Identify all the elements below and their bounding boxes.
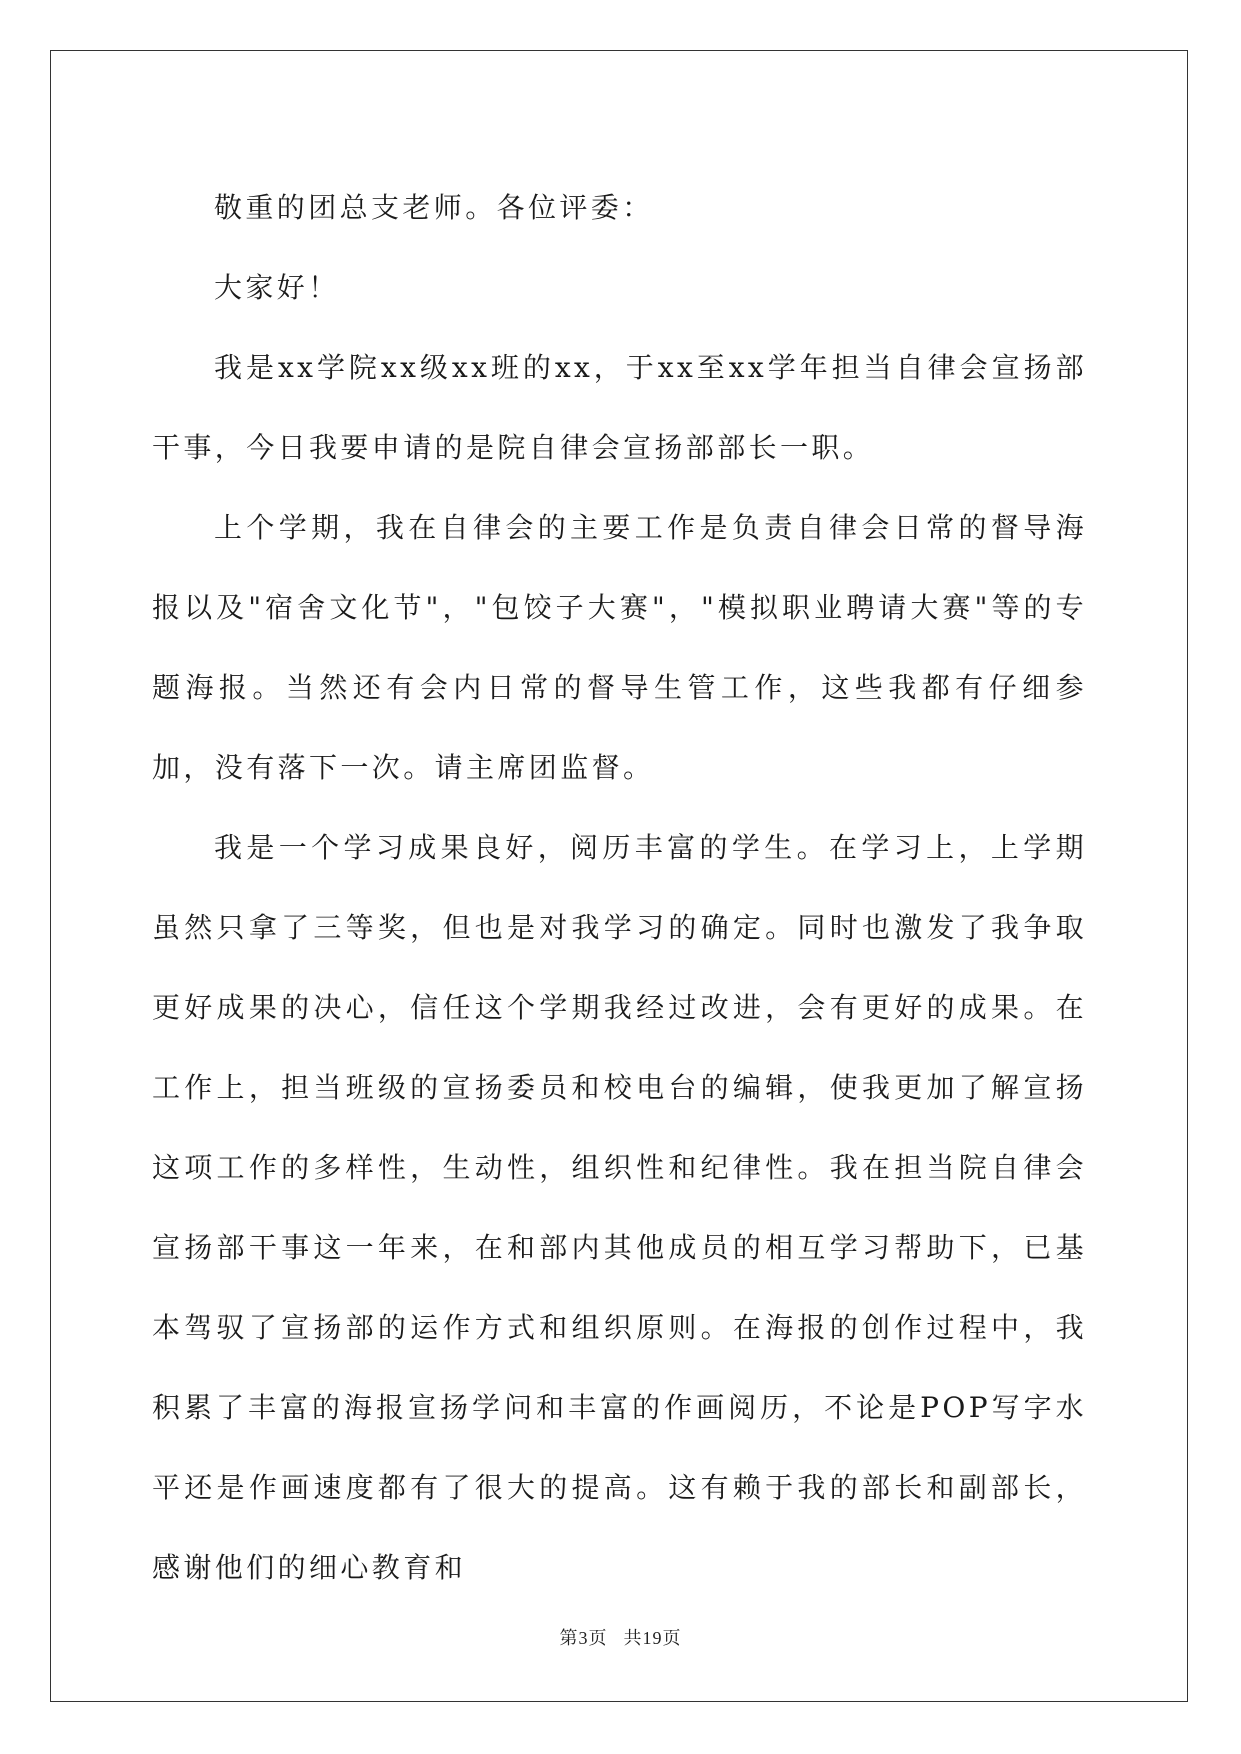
introduction-paragraph: 我是xx学院xx级xx班的xx，于xx至xx学年担当自律会宣扬部干事，今日我要申请的是院自律会宣扬部部长一职。: [152, 351, 1087, 464]
page-number: 第3页: [559, 1628, 608, 1648]
work-summary-paragraph: 上个学期，我在自律会的主要工作是负责自律会日常的督导海报以及"宿舍文化节"，"包饺子大赛"，"模拟职业聘请大赛"等的专题海报。当然还有会内日常的督导生管工作，这些我都有仔细参加，没有落下一次。请主席团监督。: [152, 511, 1087, 784]
document-body: [152, 168, 1087, 1608]
page-footer: [0, 1624, 1241, 1650]
experience-paragraph: 我是一个学习成果良好，阅历丰富的学生。在学习上，上学期虽然只拿了三等奖，但也是对我学习的确定。同时也激发了我争取更好成果的决心，信任这个学期我经过改进，会有更好的成果。在工作上，担当班级的宣扬委员和校电台的编辑，使我更加了解宣扬这项工作的多样性，生动性，组织性和纪律性。我在担当院自律会宣扬部干事这一年来，在和部内其他成员的相互学习帮助下，已基本驾驭了宣扬部的运作方式和组织原则。在海报的创作过程中，我积累了丰富的海报宣扬学问和丰富的作画阅历，不论是POP写字水平还是作画速度都有了很大的提高。这有赖于我的部长和副部长，感谢他们的细心教育和: [152, 831, 1087, 1584]
salutation-paragraph: 敬重的团总支老师。各位评委：: [214, 191, 654, 224]
greeting-paragraph: 大家好！: [214, 271, 340, 304]
page-total: 共19页: [623, 1628, 682, 1648]
